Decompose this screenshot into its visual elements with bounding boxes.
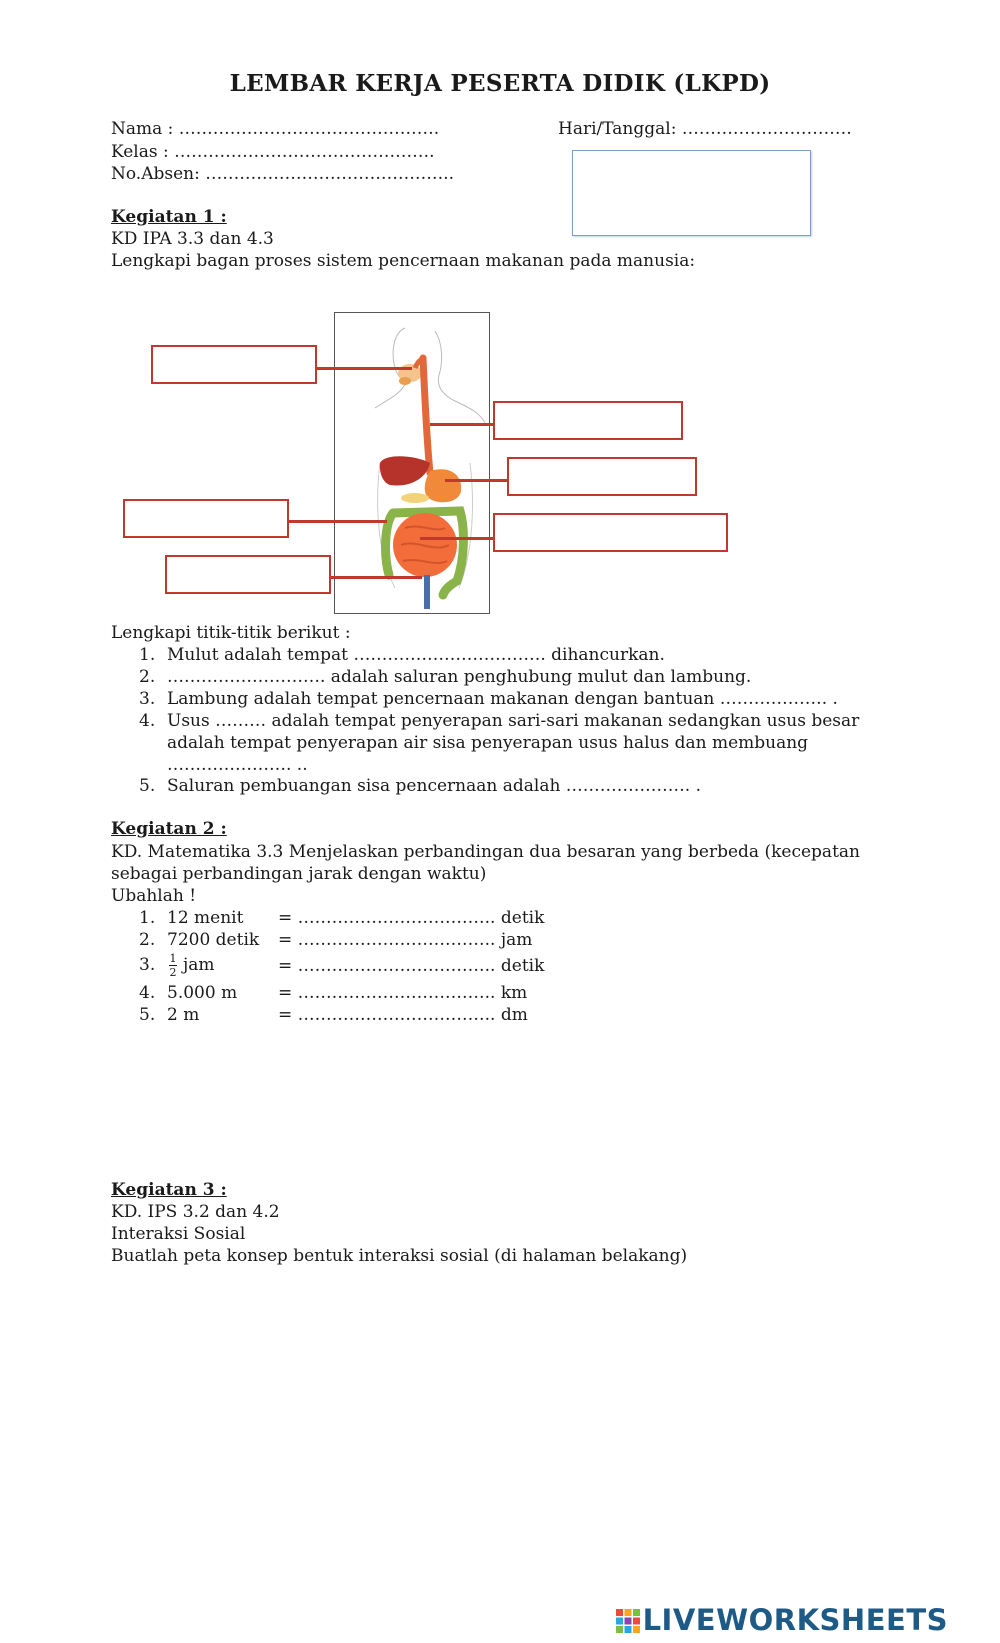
conversion-row: 2. 7200 detik bbox=[139, 930, 260, 950]
kegiatan1-instruction: Lengkapi bagan proses sistem pencernaan makanan pada manusia: bbox=[111, 251, 696, 271]
answer-box-mulut[interactable] bbox=[151, 345, 317, 384]
list-item: 5. Saluran pembuangan sisa pencernaan adalah …………………. . bbox=[139, 776, 702, 796]
kegiatan2-heading: Kegiatan 2 : bbox=[111, 819, 227, 839]
connector-line bbox=[316, 367, 412, 370]
list-item: 1. Mulut adalah tempat ……………………………. dihancurkan. bbox=[139, 645, 665, 665]
liveworksheets-logo-icon bbox=[616, 1606, 640, 1630]
conversion-answer: = …………………………….. jam bbox=[278, 930, 533, 950]
conversion-answer: = …………………………….. detik bbox=[278, 956, 545, 976]
list-item: 2. ………………………. adalah saluran penghubung mulut dan lambung. bbox=[139, 667, 752, 687]
kelas-field: Kelas : ………………………………………. bbox=[111, 142, 435, 162]
kegiatan3-heading: Kegiatan 3 : bbox=[111, 1180, 227, 1200]
kegiatan3-topic: Interaksi Sosial bbox=[111, 1224, 246, 1244]
fill-intro: Lengkapi titik-titik berikut : bbox=[111, 623, 351, 643]
kegiatan2-kd-line1: KD. Matematika 3.3 Menjelaskan perbandingan dua besaran yang berbeda (kecepatan bbox=[111, 842, 860, 862]
conversion-answer: = …………………………….. detik bbox=[278, 908, 545, 928]
conversion-row: 1. 12 menit bbox=[139, 908, 244, 928]
digestive-diagram bbox=[334, 312, 490, 614]
answer-box-usus-halus[interactable] bbox=[493, 513, 728, 552]
liveworksheets-brand[interactable]: LIVEWORKSHEETS bbox=[616, 1603, 948, 1637]
kegiatan3-instruction: Buatlah peta konsep bentuk interaksi sosial (di halaman belakang) bbox=[111, 1246, 688, 1266]
page-title: LEMBAR KERJA PESERTA DIDIK (LKPD) bbox=[229, 70, 771, 97]
answer-box-kerongkongan[interactable] bbox=[493, 401, 683, 440]
conversion-row: 5. 2 m bbox=[139, 1005, 200, 1025]
list-item: 3. Lambung adalah tempat pencernaan makanan dengan bantuan ………………. . bbox=[139, 689, 838, 709]
kegiatan2-kd-line2: sebagai perbandingan jarak dengan waktu) bbox=[111, 864, 487, 884]
hari-tanggal-field: Hari/Tanggal: ………………………… bbox=[558, 119, 852, 139]
connector-line bbox=[287, 520, 387, 523]
conversion-row: 3. $\frac{1}{2}$ jam bbox=[139, 952, 215, 979]
connector-line bbox=[430, 423, 494, 426]
conversion-answer: = …………………………….. km bbox=[278, 983, 528, 1003]
answer-box-usus-besar[interactable] bbox=[123, 499, 289, 538]
kegiatan2-instruction: Ubahlah ! bbox=[111, 886, 197, 906]
list-item: …………………. .. bbox=[167, 755, 308, 775]
kegiatan3-kd: KD. IPS 3.2 dan 4.2 bbox=[111, 1202, 280, 1222]
digestive-system-illustration bbox=[335, 313, 489, 613]
absen-field: No.Absen: …………………………………….. bbox=[111, 164, 455, 184]
connector-line bbox=[330, 576, 422, 579]
list-item: adalah tempat penyerapan air sisa penyerapan usus halus dan membuang bbox=[167, 733, 809, 753]
answer-box-lambung[interactable] bbox=[507, 457, 697, 496]
conversion-answer: = …………………………….. dm bbox=[278, 1005, 528, 1025]
nama-field: Nama : ………………………………………. bbox=[111, 119, 440, 139]
fraction: $\frac{1}{2}$ bbox=[169, 952, 177, 979]
connector-line bbox=[445, 479, 508, 482]
connector-line bbox=[420, 537, 494, 540]
kegiatan1-kd: KD IPA 3.3 dan 4.3 bbox=[111, 229, 274, 249]
answer-box-anus[interactable] bbox=[165, 555, 331, 594]
conversion-row: 4. 5.000 m bbox=[139, 983, 238, 1003]
score-box[interactable] bbox=[572, 150, 811, 236]
list-item: 4. Usus ……… adalah tempat penyerapan sari-sari makanan sedangkan usus besar bbox=[139, 711, 860, 731]
kegiatan1-heading: Kegiatan 1 : bbox=[111, 207, 227, 227]
